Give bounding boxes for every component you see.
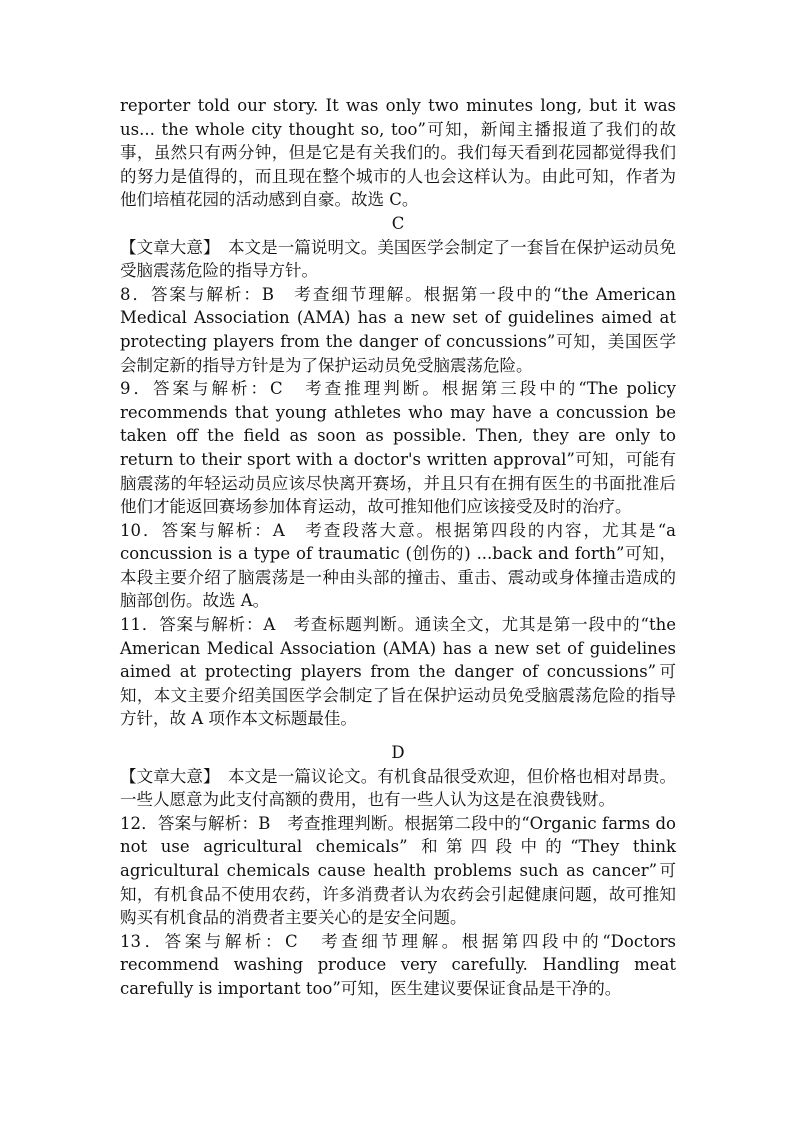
answer-item-13: 13．答案与解析：C 考查细节理解。根据第四段中的“Doctors recommend washing produce very carefully. Handling meat carefully is important too”可知，医生建议要保证食品是干净的。 bbox=[120, 931, 676, 998]
section-d-heading: D bbox=[391, 743, 405, 763]
answer-item-9: 9．答案与解析：C 考查推理判断。根据第三段中的“The policy recommends that young athletes who may have a concussion be taken off the field as soon as possible. Then, they are only to return to their sport with a doctor's written approval”可知，可能有脑震荡的年轻运动员应该尽快离开赛场，并且只有在拥有医生的书面批准后他们才能返回赛场参加体育运动，故可推知他们应该接受及时的治疗。 bbox=[120, 379, 676, 517]
answer-item-10: 10．答案与解析：A 考查段落大意。根据第四段的内容，尤其是“a concussion is a type of traumatic (创伤的) ...back and forth”可知，本段主要介绍了脑震荡是一种由头部的撞击、重击、震动或身体撞击造成的脑部创伤。故选 A。 bbox=[120, 520, 676, 611]
answer-document bbox=[120, 94, 676, 1001]
section-c-summary: 【文章大意】 本文是一篇说明文。美国医学会制定了一套旨在保护运动员免受脑震荡危险的指导方针。 bbox=[120, 237, 676, 281]
section-c-heading: C bbox=[391, 213, 405, 233]
section-d-summary: 【文章大意】 本文是一篇议论文。有机食品很受欢迎，但价格也相对昂贵。一些人愿意为此支付高额的费用，也有一些人认为这是在浪费钱财。 bbox=[120, 766, 676, 810]
answer-item-12: 12．答案与解析：B 考查推理判断。根据第二段中的“Organic farms do not use agricultural chemicals” 和第四段中的“They think agricultural chemicals cause health problems such as cancer”可知，有机食品不使用农药，许多消费者认为农药会引起健康问题，故可推知购买有机食品的消费者主要关心的是安全问题。 bbox=[120, 813, 676, 928]
section-gap bbox=[120, 731, 676, 741]
answer-item-11: 11．答案与解析：A 考查标题判断。通读全文，尤其是第一段中的“the American Medical Association (AMA) has a new set of guidelines aimed at protecting players from the danger of concussions”可知，本文主要介绍美国医学会制定了旨在保护运动员免受脑震荡危险的指导方针，故 A 项作本文标题最佳。 bbox=[120, 615, 676, 729]
answer-item-8: 8．答案与解析：B 考查细节理解。根据第一段中的“the American Medical Association (AMA) has a new set of guidelines aimed at protecting players from the danger of concussions”可知，美国医学会制定新的指导方针是为了保护运动员免受脑震荡危险。 bbox=[120, 284, 676, 375]
section-b-conclusion: reporter told our story. It was only two minutes long, but it was us... the whole city thought so, too”可知，新闻主播报道了我们的故事，虽然只有两分钟，但是它是有关我们的。我们每天看到花园都觉得我们的努力是值得的，而且现在整个城市的人也会这样认为。由此可知，作者为他们培植花园的活动感到自豪。故选 C。 bbox=[120, 96, 676, 210]
